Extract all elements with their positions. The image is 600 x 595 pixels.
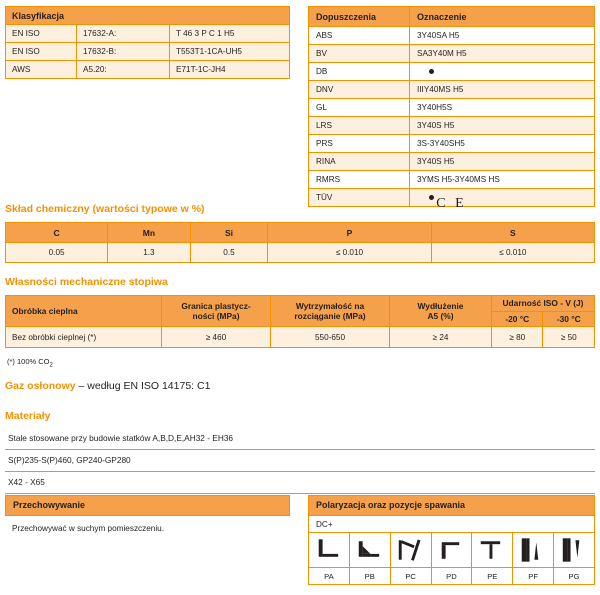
value-mn: 1.3 [108,243,190,263]
col-header-wydluzenie-l2: A5 (%) [427,311,454,321]
list-item: Stale stosowane przy budowie statków A,B,D,E,AH32 - EH36 [5,428,595,450]
pozycje-spawania-table [308,532,595,585]
position-icon-pf [513,533,554,568]
position-label-pe: PE [472,568,513,585]
position-label-pd: PD [431,568,472,585]
polaryzacja-title: Polaryzacja oraz pozycje spawania [308,495,595,516]
col-header-granica [162,296,271,327]
position-label-pa: PA [309,568,350,585]
polaryzacja-section [308,495,595,585]
col-header-wydluzenie [390,296,492,327]
std-number: 17632-A: [77,25,170,43]
col-header-s: S [431,223,594,243]
value-s: ≤ 0.010 [431,243,594,263]
org-name: PRS [309,135,410,153]
org-mark: 3Y40H5S [410,99,595,117]
table-row [6,327,595,348]
org-name: ABS [309,27,410,45]
std-number: 17632-B: [77,43,170,61]
dopuszczenia-table [308,6,595,207]
table-row [309,117,595,135]
col-header-obrobka: Obróbka cieplna [6,296,162,327]
col-header-granica-l1: Granica plastycz- [181,300,251,311]
value-c: 0.05 [6,243,108,263]
org-mark: 3Y40S H5 [410,117,595,135]
position-icon-pe [472,533,513,568]
col-header-mn: Mn [108,223,190,243]
table-row [6,243,595,263]
col-header-temp-30: -30 °C [543,311,595,327]
col-header-wytrzymalosc [271,296,390,327]
org-name: TÜV [309,189,410,207]
std-name: EN ISO [6,25,77,43]
dopuszczenia-section [308,6,595,207]
value-temp-30: ≥ 50 [543,327,595,348]
col-header-si: Si [190,223,268,243]
org-name: BV [309,45,410,63]
wlasnosci-table [5,295,595,348]
col-header-udarnosc: Udarność ISO - V (J) [492,296,595,312]
position-icon-pg [554,533,595,568]
list-item: S(P)235-S(P)460, GP240-GP280 [5,450,595,472]
polaryzacja-dc: DC+ [308,516,595,532]
col-header-c: C [6,223,108,243]
klasyfikacja-section [5,6,290,79]
position-label-pb: PB [349,568,390,585]
position-icon-pc [390,533,431,568]
org-name: DNV [309,81,410,99]
position-icon-pa [309,533,350,568]
przechowywanie-section [5,495,290,541]
klasyfikacja-title: Klasyfikacja [6,7,290,25]
std-name: EN ISO [6,43,77,61]
wlasnosci-section [5,295,595,348]
value-obrobka: Bez obróbki cieplnej (*) [6,327,162,348]
std-desig: T553T1-1CA-UH5 [170,43,290,61]
position-label-pf: PF [513,568,554,585]
value-si: 0.5 [190,243,268,263]
org-mark: 3Y40S H5 [410,153,595,171]
przechowywanie-text: Przechowywać w suchym pomieszczeniu. [12,524,164,533]
position-icon-pd [431,533,472,568]
sklad-chemiczny-section [5,222,595,263]
position-label-pg: PG [554,568,595,585]
value-temp-20: ≥ 80 [492,327,543,348]
footnote [7,357,53,369]
org-name: LRS [309,117,410,135]
table-row [6,25,290,43]
przechowywanie-title: Przechowywanie [5,495,290,516]
table-row [309,45,595,63]
org-mark: 3YMS H5-3Y40MS HS [410,171,595,189]
gaz-value: – według EN ISO 14175: C1 [75,380,211,392]
org-name: DB [309,63,410,81]
position-label-pc: PC [390,568,431,585]
klasyfikacja-table [5,6,290,79]
materialy-title: Materiały [5,410,51,422]
value-granica: ≥ 460 [162,327,271,348]
value-wydluzenie: ≥ 24 [390,327,492,348]
table-row [309,171,595,189]
col-header-granica-l2: ności (MPa) [192,311,240,321]
ce-mark-icon: C E [436,196,467,211]
table-row [6,61,290,79]
org-mark: 3S-3Y40SH5 [410,135,595,153]
gaz-oslonowy [5,380,210,392]
org-mark: IIIY40MS H5 [410,81,595,99]
approval-dot-icon [429,69,434,74]
std-desig: T 46 3 P C 1 H5 [170,25,290,43]
std-desig: E71T-1C-JH4 [170,61,290,79]
sklad-chemiczny-title: Skład chemiczny (wartości typowe w %) [5,203,205,215]
table-row [309,81,595,99]
table-row [309,27,595,45]
org-mark: 3Y40SA H5 [410,27,595,45]
list-item: X42 - X65 [5,472,595,494]
table-row [6,43,290,61]
col-header-wydluzenie-l1: Wydłużenie [417,300,464,311]
col-header-wytrzymalosc-l2: rozciąganie (MPa) [294,311,366,321]
value-p: ≤ 0.010 [268,243,431,263]
col-header-temp-20: -20 °C [492,311,543,327]
dopuszczenia-header-org: Dopuszczenia [309,7,410,27]
footnote-text: (*) 100% CO [7,357,50,366]
org-name: RMRS [309,171,410,189]
gaz-label: Gaz osłonowy [5,380,76,392]
table-row [309,135,595,153]
std-name: AWS [6,61,77,79]
table-row [309,63,595,81]
dopuszczenia-header-mark: Oznaczenie [410,7,595,27]
org-name: GL [309,99,410,117]
footnote-sub: 2 [49,362,53,369]
value-wytrzymalosc: 550-650 [271,327,390,348]
std-number: A5.20: [77,61,170,79]
table-row [309,99,595,117]
table-row [309,153,595,171]
col-header-p: P [268,223,431,243]
materialy-list [5,428,595,494]
org-name: RINA [309,153,410,171]
col-header-wytrzymalosc-l1: Wytrzymałość na [295,300,365,311]
position-icon-pb [349,533,390,568]
org-mark-dot [410,63,595,81]
sklad-table [5,222,595,263]
wlasnosci-title: Własności mechaniczne stopiwa [5,276,168,288]
org-mark: SA3Y40M H5 [410,45,595,63]
